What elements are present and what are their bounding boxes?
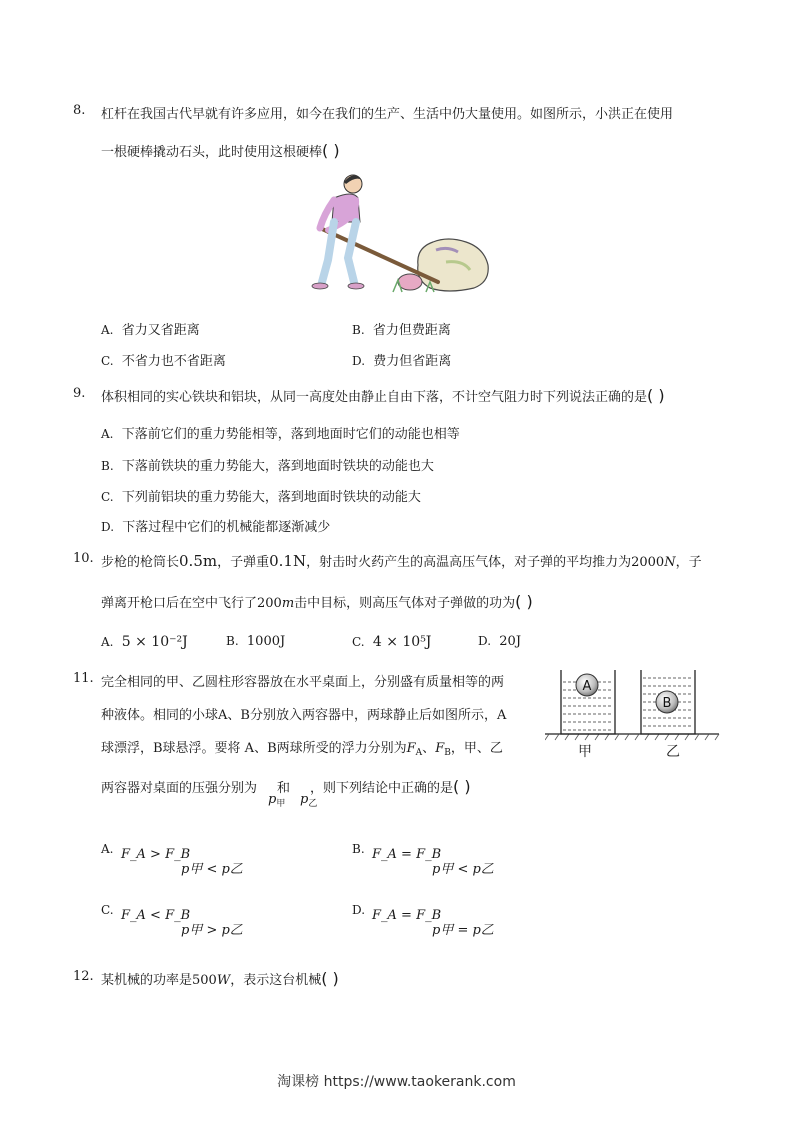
q8-option-d: D. 费力但省距离 bbox=[352, 354, 452, 369]
q10-option-b: B. 1000J bbox=[226, 634, 286, 649]
q11-pressure-jia: $p_甲$ bbox=[268, 792, 286, 809]
q10-option-a: A. 5 × 10⁻²J bbox=[101, 634, 188, 650]
q10-bullet-weight: 0.1N bbox=[269, 552, 307, 570]
q9-number: 9. bbox=[73, 386, 86, 401]
q10-stem-line1: 步枪的枪筒长0.5m，子弹重0.1N，射击时火药产生的高温高压气体，对子弹的平均推力为2000N，子 bbox=[101, 552, 702, 570]
ball-a-label: A bbox=[582, 679, 592, 694]
q8-stem-line2 bbox=[101, 141, 340, 160]
label-jia: 甲 bbox=[578, 744, 592, 760]
q8-option-a: A. 省力又省距离 bbox=[101, 323, 200, 338]
q11-answer-paren: ( ) bbox=[453, 777, 471, 796]
q9-answer-paren: ( ) bbox=[647, 386, 665, 405]
ball-b-label: B bbox=[662, 696, 672, 711]
q11-option-a: A. F_A > F_B p甲 < p乙 bbox=[101, 842, 243, 877]
q12-number: 12. bbox=[73, 969, 94, 984]
q12-stem: 某机械的功率是500W，表示这台机械( ) bbox=[101, 969, 339, 988]
q9-stem: 体积相同的实心铁块和铝块，从同一高度处由静止自由下落，不计空气阻力时下列说法正确的是( ) bbox=[101, 386, 665, 405]
q11-pressure-yi: $p_乙$ bbox=[300, 792, 318, 809]
q9-option-c: C. 下列前铝块的重力势能大，落到地面时铁块的动能大 bbox=[101, 490, 421, 505]
q9-option-b: B. 下落前铁块的重力势能大，落到地面时铁块的动能也大 bbox=[101, 459, 434, 474]
q11-number: 11. bbox=[73, 671, 94, 686]
q8-stem-text: 一根硬棒撬动石头，此时使用这根硬棒 bbox=[101, 145, 323, 160]
q10-number: 10. bbox=[73, 551, 94, 566]
q9-option-d: D. 下落过程中它们的机械能都逐渐减少 bbox=[101, 520, 331, 535]
q11-stem-line2: 种液体。相同的小球A、B分别放入两容器中，两球静止后如图所示，A bbox=[101, 708, 507, 723]
q11-stem-line4: 两容器对桌面的压强分别为 和 ，则下列结论中正确的是( ) bbox=[101, 777, 471, 796]
q11-stem-line3: 球漂浮，B球悬浮。要将 A、B两球所受的浮力分别为$F_A$、$F_B$，甲、乙 bbox=[101, 741, 503, 758]
q11-option-b: B. F_A = F_B p甲 < p乙 bbox=[352, 842, 494, 877]
q11-option-d: D. F_A = F_B p甲 = p乙 bbox=[352, 903, 494, 938]
q11-stem-line1: 完全相同的甲、乙圆柱形容器放在水平桌面上，分别盛有质量相等的两 bbox=[101, 675, 505, 690]
q9-option-a: A. 下落前它们的重力势能相等，落到地面时它们的动能也相等 bbox=[101, 427, 460, 442]
q8-number: 8. bbox=[73, 103, 86, 118]
q11-option-c: C. F_A < F_B p甲 > p乙 bbox=[101, 903, 243, 938]
q12-answer-paren: ( ) bbox=[321, 969, 339, 988]
q8-option-b: B. 省力但费距离 bbox=[352, 323, 451, 338]
footer-watermark: 淘课榜 https://www.taokerank.com bbox=[277, 1074, 516, 1090]
q8-answer-paren: ( ) bbox=[322, 141, 340, 160]
q8-stem-line1: 杠杆在我国古代早就有许多应用，如今在我们的生产、生活中仍大量使用。如图所示，小洪正在使用 bbox=[101, 107, 674, 122]
q10-option-d: D. 20J bbox=[478, 634, 522, 649]
q10-option-c: C. 4 × 10⁵J bbox=[352, 634, 432, 650]
q8-option-c: C. 不省力也不省距离 bbox=[101, 354, 226, 369]
lever-illustration bbox=[298, 170, 498, 300]
label-yi: 乙 bbox=[666, 744, 680, 760]
containers-figure bbox=[545, 664, 723, 762]
q10-barrel-length: 0.5m bbox=[179, 552, 218, 570]
q10-answer-paren: ( ) bbox=[515, 592, 533, 611]
q10-stem-line2: 弹离开枪口后在空中飞行了200m击中目标，则高压气体对子弹做的功为( ) bbox=[101, 592, 533, 611]
